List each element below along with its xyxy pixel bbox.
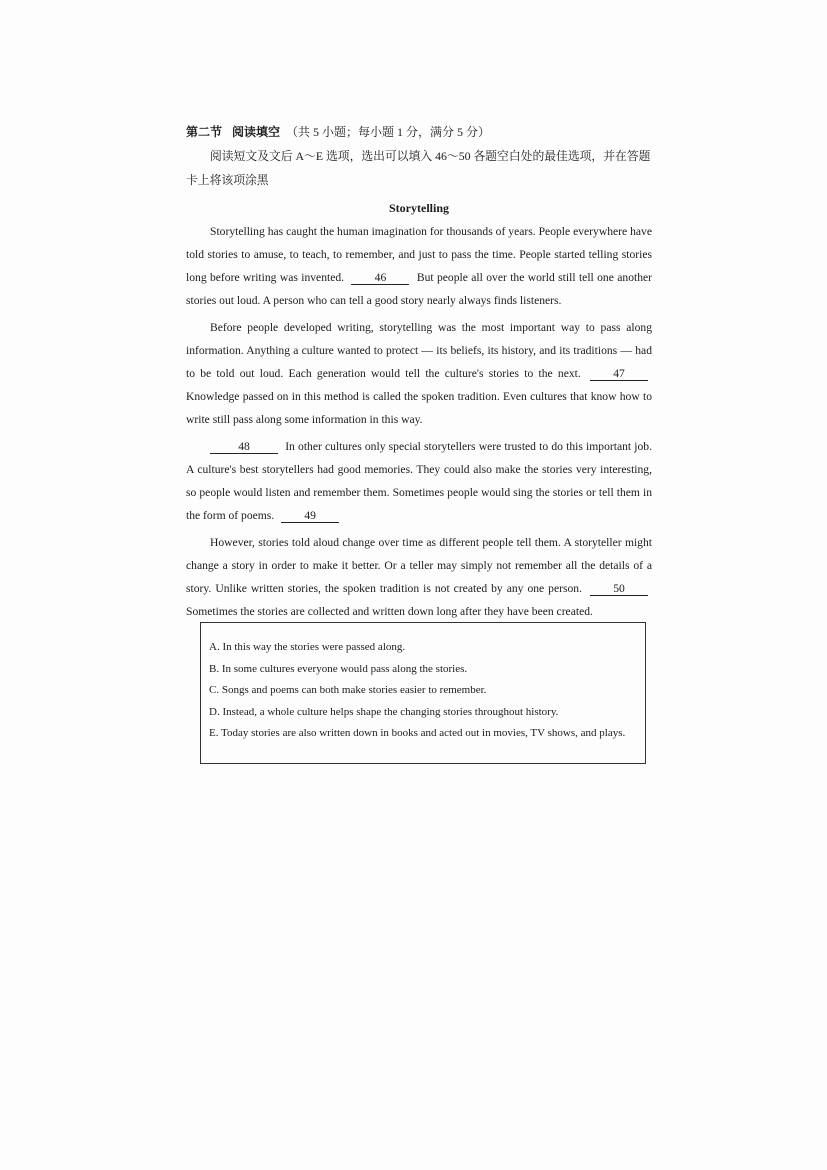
paragraph-2 xyxy=(186,316,652,431)
instructions-line-2: 卡上将该项涂黑 xyxy=(186,173,269,187)
option-a: A. In this way the stories were passed along. xyxy=(209,641,406,653)
option-e: E. Today stories are also written down in books and acted out in movies, TV shows, and plays. xyxy=(209,727,626,739)
blank-48: 48 xyxy=(210,440,278,454)
blank-50: 50 xyxy=(590,582,648,596)
paragraph-3 xyxy=(186,435,652,527)
options-box xyxy=(200,622,646,764)
section-subtitle: 阅读填空 xyxy=(232,125,281,139)
paragraph-4 xyxy=(186,531,652,623)
option-b: B. In some cultures everyone would pass along the stories. xyxy=(209,662,468,675)
section-note: （共 5 小题；每小题 1 分，满分 5 分） xyxy=(286,125,491,139)
document-body xyxy=(186,120,652,623)
option-d: D. Instead, a whole culture helps shape the changing stories throughout history. xyxy=(209,705,559,718)
blank-46: 46 xyxy=(351,271,409,285)
instructions-line-1: 阅读短文及文后 A～E 选项，选出可以填入 46～50 各题空白处的最佳选项，并在答题 xyxy=(210,149,651,163)
passage-title: Storytelling xyxy=(389,201,449,215)
paragraph-text: Before people developed writing, storytelling was the most important way to pass along information. Anything a culture wanted to protect — its beliefs, its history, and its traditions — had to be told out loud. Each generation would tell the culture's stories to the next. xyxy=(186,321,652,380)
blank-49: 49 xyxy=(281,509,339,523)
option-c: C. Songs and poems can both make stories easier to remember. xyxy=(209,684,487,696)
paragraph-text: In other cultures only special storytellers were trusted to do this important job. A culture's best storytellers had good memories. They could also make the stories very interesting, so people would listen and remember them. Sometimes people would sing the stories or tell them in the form of poems. xyxy=(186,440,653,522)
paragraph-1 xyxy=(186,220,652,312)
paragraph-text: Storytelling has caught the human imagination for thousands of years. People everywhere have told stories to amuse, to teach, to remember, and just to pass the time. People started telling stories long before writing was invented. xyxy=(186,225,652,284)
section-heading xyxy=(186,120,652,144)
paragraph-text: But people all over the world still tell one another stories out loud. A person who can tell a good story nearly always finds listeners. xyxy=(186,271,653,307)
paragraph-text: However, stories told aloud change over time as different people tell them. A storyteller might change a story in order to make it better. Or a teller may simply not remember all the details of a story. Unlike written stories, the spoken tradition is not created by any one person. xyxy=(186,536,652,595)
paragraph-text: Knowledge passed on in this method is called the spoken tradition. Even cultures that know how to write still pass along some information in this way. xyxy=(186,390,652,426)
section-title: 第二节 xyxy=(186,125,223,139)
blank-47: 47 xyxy=(590,367,648,381)
paragraph-text: Sometimes the stories are collected and written down long after they have been created. xyxy=(186,605,593,618)
